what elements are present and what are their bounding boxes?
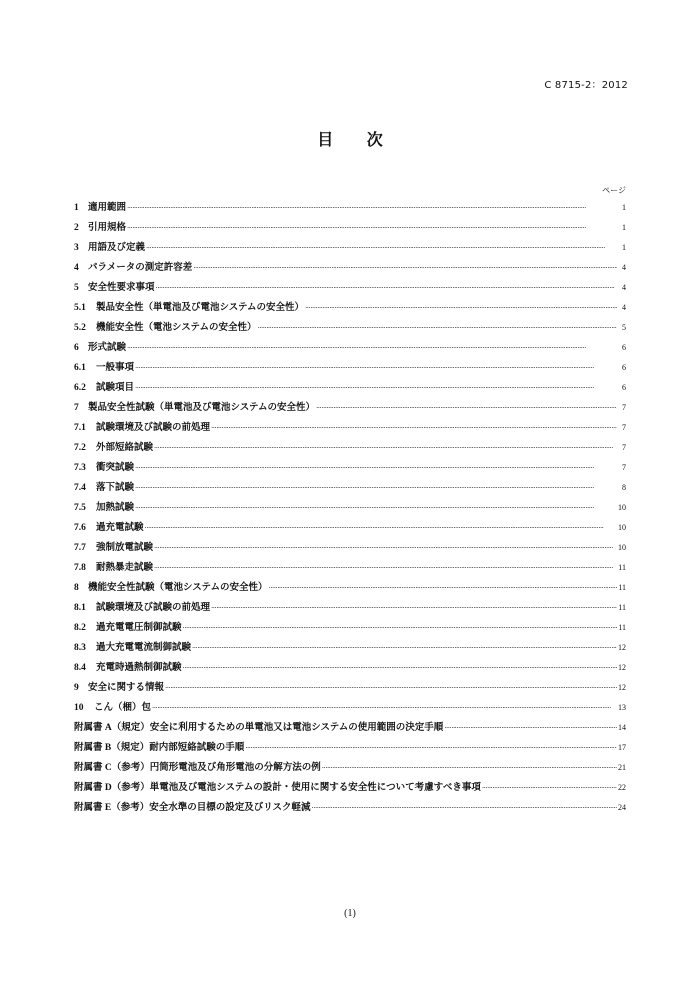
toc-entry-page: 14 bbox=[618, 723, 626, 732]
toc-entry-number: 6.2 bbox=[74, 383, 86, 393]
toc-dot-leader bbox=[146, 244, 617, 252]
toc-entry-number: 7.4 bbox=[74, 483, 86, 493]
toc-entry-number: 8.3 bbox=[74, 643, 86, 653]
toc-entry-title: 過大充電電流制御試験 bbox=[96, 642, 192, 653]
toc-entry-page: 24 bbox=[618, 803, 626, 812]
toc-entry-title: 用語及び定義 bbox=[88, 242, 146, 253]
toc-entry-page: 4 bbox=[622, 283, 626, 292]
toc-entry[interactable] bbox=[74, 759, 626, 779]
toc-entry[interactable] bbox=[74, 739, 626, 759]
toc-entry-number: 5 bbox=[74, 283, 79, 293]
toc-entry[interactable] bbox=[74, 219, 626, 239]
toc-entry[interactable] bbox=[74, 439, 626, 459]
toc-entry[interactable] bbox=[74, 239, 626, 259]
toc-entry-page: 1 bbox=[622, 223, 626, 232]
toc-entry[interactable] bbox=[74, 479, 626, 499]
toc-dot-leader bbox=[165, 684, 617, 692]
toc-entry[interactable] bbox=[74, 399, 626, 419]
toc-entry[interactable] bbox=[74, 779, 626, 799]
toc-entry-number: 7.7 bbox=[74, 543, 86, 553]
toc-entry-page: 6 bbox=[622, 363, 626, 372]
toc-entry-page: 11 bbox=[618, 583, 626, 592]
toc-dot-leader bbox=[135, 384, 617, 392]
toc-entry-number: 8.4 bbox=[74, 663, 86, 673]
toc-entry-page: 7 bbox=[622, 423, 626, 432]
toc-entry-title: 加熱試験 bbox=[96, 502, 135, 513]
page-title: 目 次 bbox=[317, 130, 397, 149]
toc-entry-page: 13 bbox=[618, 703, 626, 712]
toc-entry-number: 9 bbox=[74, 683, 79, 693]
toc-dot-leader bbox=[154, 564, 617, 572]
toc-entry-number: 7.8 bbox=[74, 563, 86, 573]
toc-entry[interactable] bbox=[74, 319, 626, 339]
toc-dot-leader bbox=[135, 504, 617, 512]
toc-entry-number: 2 bbox=[74, 223, 79, 233]
toc-entry-page: 10 bbox=[618, 523, 626, 532]
toc-entry-number: 附属書 E bbox=[74, 803, 112, 813]
toc-entry-title: （参考）円筒形電池及び角形電池の分解方法の例 bbox=[111, 762, 321, 773]
toc-entry-page: 1 bbox=[622, 203, 626, 212]
document-id: C 8715-2：2012 bbox=[544, 80, 628, 91]
toc-entry-number: 6.1 bbox=[74, 363, 86, 373]
toc-entry-title: 衝突試験 bbox=[96, 462, 135, 473]
page-column-label: ページ bbox=[602, 186, 626, 195]
toc-entry-title: 安全性要求事項 bbox=[88, 282, 155, 293]
toc-entry-page: 21 bbox=[618, 763, 626, 772]
toc-entry[interactable] bbox=[74, 799, 626, 819]
toc-entry-title: 製品安全性（単電池及び電池システムの安全性） bbox=[96, 302, 305, 313]
toc-entry-number: 7.2 bbox=[74, 443, 86, 453]
toc-entry-number: 8.1 bbox=[74, 603, 86, 613]
toc-dot-leader bbox=[245, 744, 617, 752]
toc-entry-number: 7.5 bbox=[74, 503, 86, 513]
toc-entry-page: 7 bbox=[622, 463, 626, 472]
toc-entry[interactable] bbox=[74, 299, 626, 319]
toc-entry[interactable] bbox=[74, 699, 626, 719]
toc-entry[interactable] bbox=[74, 499, 626, 519]
toc-entry-page: 5 bbox=[622, 323, 626, 332]
toc-entry-title: パラメータの測定許容差 bbox=[88, 262, 193, 273]
toc-entry-number: 8 bbox=[74, 583, 79, 593]
toc-entry-number: 3 bbox=[74, 243, 79, 253]
toc-entry-title: こん（梱）包 bbox=[94, 702, 152, 713]
toc-entry-title: 過充電試験 bbox=[96, 522, 144, 533]
toc-entry-title: （規定）安全に利用するための単電池又は電池システムの使用範囲の決定手順 bbox=[111, 722, 444, 733]
toc-entry-page: 4 bbox=[622, 303, 626, 312]
toc-entry-title: 機能安全性試験（電池システムの安全性） bbox=[88, 582, 268, 593]
toc-entry[interactable] bbox=[74, 359, 626, 379]
toc-dot-leader bbox=[183, 624, 617, 632]
toc-entry-title: 過充電電圧制御試験 bbox=[96, 622, 182, 633]
toc-entry-page: 17 bbox=[618, 743, 626, 752]
toc-dot-leader bbox=[258, 324, 617, 332]
toc-dot-leader bbox=[192, 644, 617, 652]
toc-entry-number: 附属書 B bbox=[74, 743, 112, 753]
toc-entry-title: 適用範囲 bbox=[88, 202, 127, 213]
toc-dot-leader bbox=[145, 524, 617, 532]
toc-entry-page: 12 bbox=[618, 683, 626, 692]
toc-dot-leader bbox=[444, 724, 617, 732]
toc-dot-leader bbox=[127, 204, 617, 212]
toc-entry[interactable] bbox=[74, 719, 626, 739]
toc-entry[interactable] bbox=[74, 259, 626, 279]
toc-entry-title: 外部短絡試験 bbox=[96, 442, 154, 453]
toc-entry-title: （規定）耐内部短絡試験の手順 bbox=[111, 742, 245, 753]
toc-entry-title: 落下試験 bbox=[96, 482, 135, 493]
toc-entry-number: 10 bbox=[74, 703, 84, 713]
toc-entry-title: 試験項目 bbox=[96, 382, 135, 393]
toc-dot-leader bbox=[154, 544, 617, 552]
toc-entry-page: 11 bbox=[618, 603, 626, 612]
toc-entry[interactable] bbox=[74, 679, 626, 699]
toc-entry-number: 附属書 A bbox=[74, 723, 112, 733]
toc-dot-leader bbox=[135, 364, 617, 372]
toc-dot-leader bbox=[127, 344, 617, 352]
toc-entry-title: 製品安全性試験（単電池及び電池システムの安全性） bbox=[88, 402, 316, 413]
toc-entry-page: 6 bbox=[622, 383, 626, 392]
toc-dot-leader bbox=[152, 704, 617, 712]
toc-entry-number: 7.6 bbox=[74, 523, 86, 533]
toc-dot-leader bbox=[193, 264, 617, 272]
toc-entry-number: 8.2 bbox=[74, 623, 86, 633]
toc-entry-page: 22 bbox=[618, 783, 626, 792]
toc-entry-title: 引用規格 bbox=[88, 222, 127, 233]
toc-dot-leader bbox=[154, 444, 617, 452]
toc-entry[interactable] bbox=[74, 619, 626, 639]
toc-entry[interactable] bbox=[74, 419, 626, 439]
toc-entry-title: 耐熱暴走試験 bbox=[96, 562, 154, 573]
footer-page-number: (1) bbox=[344, 908, 356, 919]
table-of-contents bbox=[74, 199, 626, 819]
toc-entry-number: 附属書 D bbox=[74, 783, 112, 793]
toc-entry-title: 一般事項 bbox=[96, 362, 135, 373]
toc-dot-leader bbox=[316, 404, 617, 412]
toc-entry[interactable] bbox=[74, 539, 626, 559]
toc-entry[interactable] bbox=[74, 639, 626, 659]
toc-entry-title: 形式試験 bbox=[88, 342, 127, 353]
toc-entry-number: 附属書 C bbox=[74, 763, 112, 773]
toc-entry-page: 11 bbox=[618, 563, 626, 572]
toc-dot-leader bbox=[135, 464, 617, 472]
toc-entry-number: 7 bbox=[74, 403, 79, 413]
toc-entry-page: 1 bbox=[622, 243, 626, 252]
toc-entry-page: 7 bbox=[622, 443, 626, 452]
toc-dot-leader bbox=[183, 664, 617, 672]
toc-entry-number: 4 bbox=[74, 263, 79, 273]
toc-entry-title: （参考）安全水準の目標の設定及びリスク軽減 bbox=[111, 802, 311, 813]
toc-entry-page: 10 bbox=[618, 503, 626, 512]
toc-entry-number: 7.3 bbox=[74, 463, 86, 473]
toc-dot-leader bbox=[127, 224, 617, 232]
toc-entry[interactable] bbox=[74, 459, 626, 479]
toc-entry[interactable] bbox=[74, 379, 626, 399]
toc-entry-number: 6 bbox=[74, 343, 79, 353]
toc-entry-title: 強制放電試験 bbox=[96, 542, 154, 553]
toc-dot-leader bbox=[211, 424, 617, 432]
toc-entry-title: （参考）単電池及び電池システムの設計・使用に関する安全性について考慮すべき事項 bbox=[111, 782, 481, 793]
toc-entry-title: 機能安全性（電池システムの安全性） bbox=[96, 322, 257, 333]
toc-entry-page: 10 bbox=[618, 543, 626, 552]
toc-entry[interactable] bbox=[74, 659, 626, 679]
toc-entry-page: 12 bbox=[618, 643, 626, 652]
toc-entry-title: 試験環境及び試験の前処理 bbox=[96, 602, 211, 613]
toc-entry-number: 5.2 bbox=[74, 323, 86, 333]
toc-dot-leader bbox=[322, 764, 617, 772]
toc-entry-title: 安全に関する情報 bbox=[88, 682, 165, 693]
toc-entry-page: 11 bbox=[618, 623, 626, 632]
toc-entry-title: 充電時過熱制御試験 bbox=[96, 662, 182, 673]
toc-entry-number: 1 bbox=[74, 203, 79, 213]
toc-entry-page: 12 bbox=[618, 663, 626, 672]
toc-entry-page: 7 bbox=[622, 403, 626, 412]
toc-entry[interactable] bbox=[74, 199, 626, 219]
toc-dot-leader bbox=[135, 484, 617, 492]
toc-dot-leader bbox=[156, 284, 617, 292]
toc-entry-page: 4 bbox=[622, 263, 626, 272]
toc-entry-page: 8 bbox=[622, 483, 626, 492]
toc-entry-number: 5.1 bbox=[74, 303, 86, 313]
toc-entry[interactable] bbox=[74, 559, 626, 579]
toc-entry-number: 7.1 bbox=[74, 423, 86, 433]
toc-entry[interactable] bbox=[74, 519, 626, 539]
toc-dot-leader bbox=[269, 584, 617, 592]
toc-entry-page: 6 bbox=[622, 343, 626, 352]
toc-dot-leader bbox=[211, 604, 617, 612]
toc-entry[interactable] bbox=[74, 599, 626, 619]
toc-entry-title: 試験環境及び試験の前処理 bbox=[96, 422, 211, 433]
toc-entry[interactable] bbox=[74, 339, 626, 359]
toc-dot-leader bbox=[312, 804, 617, 812]
toc-entry[interactable] bbox=[74, 279, 626, 299]
toc-dot-leader bbox=[305, 304, 617, 312]
toc-dot-leader bbox=[482, 784, 617, 792]
toc-entry[interactable] bbox=[74, 579, 626, 599]
